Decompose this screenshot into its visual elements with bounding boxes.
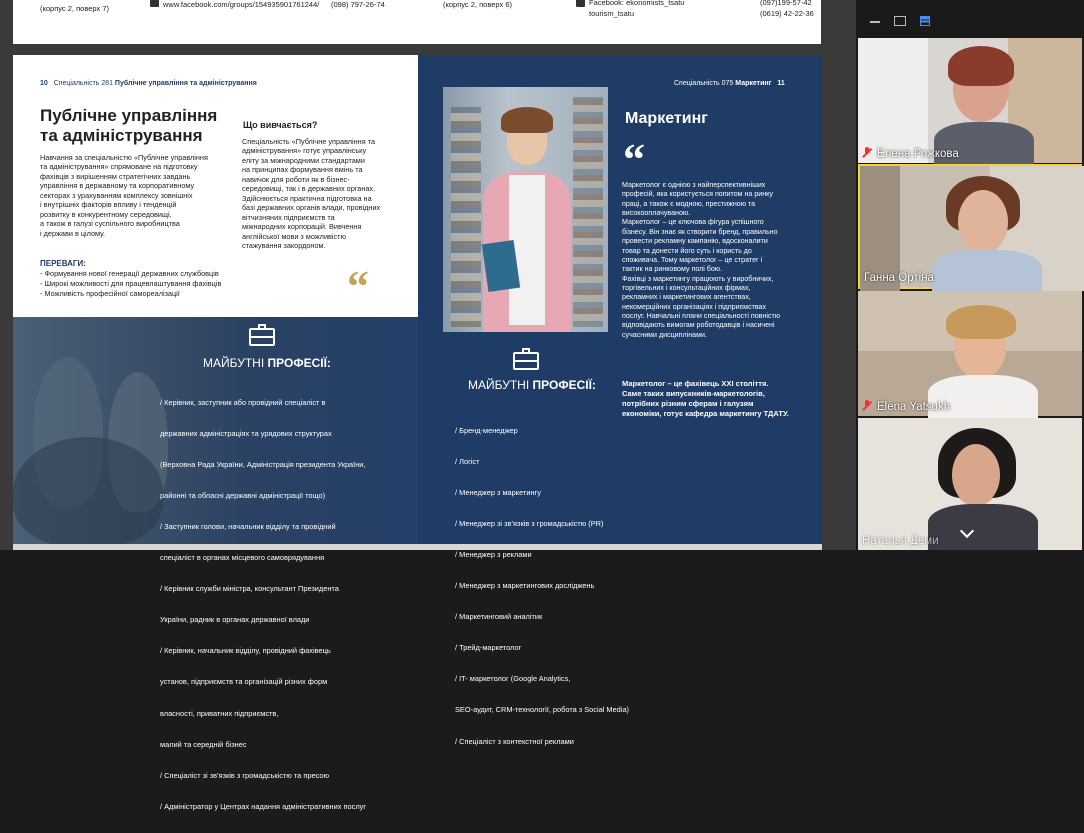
text-line: управління в державному та корпоративному <box>40 181 195 191</box>
facebook-url: www.facebook.com/groups/154935901761244/ <box>163 0 320 9</box>
text-line: Саме таких випускників-маркетологів, <box>622 388 765 398</box>
participant-name <box>862 535 939 547</box>
facebook-icon <box>576 0 585 7</box>
list-item: / Керівник служби міністра, консультант Президента <box>160 584 339 594</box>
text-line: на принципах формування вмінь та <box>242 165 363 175</box>
advantages-heading: ПЕРЕВАГИ: <box>40 259 86 268</box>
briefcase-icon <box>249 328 275 346</box>
list-item: районні та обласні державні адміністрації тощо) <box>160 490 326 500</box>
previous-page-footer <box>13 0 821 44</box>
text-line: вітчизняних підприємств та <box>242 212 335 222</box>
mid-address: (корпус 2, поверх 6) <box>443 0 512 9</box>
name-label: Elena Yatsukh <box>877 401 951 413</box>
heading-prefix: МАЙБУТНІ <box>203 356 268 370</box>
briefcase-icon <box>513 352 539 370</box>
header-title: Публічне управління та адміністрування <box>114 80 257 87</box>
phone-right-2: (0619) 42-22-36 <box>760 9 814 18</box>
list-item: малий та середній бізнес <box>160 739 247 749</box>
marketing-description <box>622 181 780 340</box>
name-label: Ганна Ортіна <box>864 272 934 284</box>
page-header <box>40 80 257 87</box>
text-line: і держави в цілому. <box>40 228 106 238</box>
list-item: SEO-аудит, CRM-технології, робота з Social Media) <box>455 705 630 715</box>
text-line: професій, яка користується попитом на ринку <box>622 190 773 199</box>
participant-name <box>862 400 950 413</box>
person-silhouette <box>13 437 163 547</box>
page-title <box>40 106 217 147</box>
future-professions-heading <box>203 356 331 372</box>
text-line: розвитку в конкурентному середовищі, <box>40 209 172 219</box>
heading-prefix: МАЙБУТНІ <box>468 378 533 392</box>
text-line: провести рекламну кампанію, вдосконалити <box>622 237 768 246</box>
text-line: навичок для роботи як в бізнес- <box>242 174 350 184</box>
header-prefix: Спеціальність 075 <box>674 80 734 87</box>
advantages-list <box>40 269 221 299</box>
participant-name <box>864 272 934 284</box>
list-item: / Спеціаліст зі зв’язків з громадськістю та пресою <box>160 770 329 780</box>
view-toggle-icon[interactable] <box>920 16 930 26</box>
text-line: праці, а також є модною, престижною та <box>622 199 756 208</box>
text-line: базі державних органів влади, провідних <box>242 203 381 213</box>
text-line: секторах з урахуванням комплексу зовнішніх <box>40 190 193 200</box>
left-address: (корпус 2, поверх 7) <box>40 4 109 13</box>
name-label: Елена Рожкова <box>877 148 959 160</box>
text-line: бізнесу. Він знає як створити бренд, правильно <box>622 227 778 236</box>
list-item: / Менеджер з реклами <box>455 550 532 560</box>
text-line: англійської мови з можливістю <box>242 231 346 241</box>
page-number: 11 <box>777 80 785 87</box>
heading-bold: ПРОФЕСІЇ: <box>532 378 596 392</box>
tourism-account: tourism_tsatu <box>589 9 635 18</box>
list-item: / Менеджер зі зв’язків з громадськістю (PR) <box>455 518 604 528</box>
text-line: Здійснюється практична підготовка на <box>242 193 372 203</box>
title-line: Публічне управління <box>40 106 218 125</box>
list-item: спеціаліст в органах місцевого самоврядування <box>160 553 325 563</box>
participant-tile[interactable] <box>858 38 1082 163</box>
text-line: рекламних і маркетингових агентствах, <box>622 293 751 302</box>
text-line: а також в галузі суспільного виробництва <box>40 219 180 229</box>
text-line: товар та донести його суть і користь до <box>622 246 752 255</box>
muted-mic-icon <box>862 147 872 158</box>
list-item: / IT- маркетолог (Google Analytics, <box>455 674 571 684</box>
minimize-icon[interactable] <box>870 21 880 31</box>
list-item: / Спеціаліст з контекстної реклами <box>455 736 574 746</box>
list-item: / Менеджер з маркетингових досліджень <box>455 581 595 591</box>
heading-bold: ПРОФЕСІЇ: <box>267 356 331 370</box>
participant-name <box>862 147 959 160</box>
phone-left: (098) 797-26-74 <box>331 0 385 9</box>
header-prefix: Спеціальність 281 <box>53 80 113 87</box>
phone-right-1: (097)199-57-42 <box>760 0 812 7</box>
list-item: - Формування нової генерації державних службовців <box>40 269 219 278</box>
list-item: / Логіст <box>455 456 480 466</box>
text-line: стажування закордоном. <box>242 241 326 251</box>
professions-list <box>455 405 629 768</box>
text-line: Маркетолог – це фахівець XXI століття. <box>622 379 769 388</box>
participant-tile[interactable] <box>858 291 1082 416</box>
brochure-spread <box>13 55 822 811</box>
book <box>482 240 520 292</box>
gallery-toolbar <box>856 8 1082 32</box>
study-text <box>242 137 380 251</box>
restore-icon[interactable] <box>894 16 906 26</box>
text-line: економіки, готує кафедра маркетингу ТДАТУ. <box>622 408 789 418</box>
text-line: адміністрування» готує управлінську <box>242 146 367 156</box>
text-line: Маркетолог – це ключова фігура успішного <box>622 218 764 227</box>
text-line: відповідають вимогам роботодавців і насичені <box>622 321 775 330</box>
list-item: / Маркетинговий аналітик <box>455 612 543 622</box>
student-photo <box>443 87 608 332</box>
muted-mic-icon <box>862 400 872 411</box>
list-item: установ, підприємств та організацій різних форм <box>160 677 328 687</box>
list-item: - Можливість професійної самореалізації <box>40 288 180 298</box>
text-line: і внутрішніх факторів впливу і тенденцій <box>40 200 177 210</box>
page-public-administration <box>13 55 418 811</box>
text-line: еліту за міжнародними стандартами <box>242 155 365 165</box>
list-item: власності, приватних підприємств, <box>160 708 279 718</box>
text-line: споживача. Тому маркетолог – це стратег і <box>622 255 763 264</box>
quote-icon: “ <box>623 135 645 184</box>
list-item: державних адміністраціях та урядових структурах <box>160 428 332 438</box>
text-line: середовищі, так і в державних органах. <box>242 184 376 194</box>
name-label: Наталья Деми <box>862 535 939 547</box>
list-item: / Менеджер з маркетингу <box>455 487 541 497</box>
text-line: та адміністрування» спрямоване на підготовку <box>40 162 198 172</box>
participant-gallery <box>856 0 1082 550</box>
header-title: Маркетинг <box>735 80 772 87</box>
list-item: / Заступник голови, начальник відділу та провідний <box>160 522 336 532</box>
text-line: потрібних різним сферам і галузям <box>622 398 754 408</box>
page-title: Маркетинг <box>625 110 708 127</box>
list-item: / Трейд-маркетолог <box>455 643 522 653</box>
future-professions-heading <box>468 378 596 394</box>
title-line: та адміністрування <box>40 126 203 146</box>
text-line: послуг. Навчальні плани спеціальності повністю <box>622 312 781 321</box>
list-item: - Широкі можливості для працевлаштування фахівців <box>40 278 222 288</box>
list-item: / Керівник, начальник відділу, провідний фахівець <box>160 646 331 656</box>
list-item: України, радник в органах державної влади <box>160 615 310 625</box>
page-number: 10 <box>40 80 48 87</box>
facebook-icon <box>150 0 159 7</box>
text-line: Навчання за спеціальністю «Публічне управління <box>40 153 208 162</box>
text-line: Фахівці з маркетингу працюють у виробничих, <box>622 274 774 283</box>
list-item: / Адміністратор у Центрах надання адміністративних послуг <box>160 801 367 811</box>
text-line: сучасними дисциплінами. <box>622 330 707 339</box>
list-item: (Верховна Рада України, Адміністрація президента України, <box>160 459 366 469</box>
list-item: / Бренд-менеджер <box>455 425 518 435</box>
list-item: / Керівник, заступник або провідний спеціаліст в <box>160 397 326 407</box>
text-line: Спеціальність «Публічне управління та <box>242 137 376 146</box>
facebook-econ: Facebook: ekonomists_tsatu <box>589 0 685 7</box>
text-line: торгівельних і консультаційних фірмах, <box>622 283 751 292</box>
marketing-highlight <box>622 379 789 419</box>
page-marketing <box>418 55 822 746</box>
text-line: міжнародних корпорацій. Вивчення <box>242 222 362 232</box>
study-heading: Що вивчається? <box>243 120 318 130</box>
text-line: тактик на ринковому полі бою. <box>622 265 723 274</box>
intro-text <box>40 153 208 238</box>
quote-icon: “ <box>347 262 369 311</box>
text-line: Маркетолог є однією з найперспективніших <box>622 181 766 189</box>
text-line: високооплачуваною. <box>622 209 691 218</box>
professions-list <box>160 377 366 833</box>
text-line: некомерційних організаціях і підприємствах <box>622 302 767 311</box>
participant-tile[interactable] <box>858 418 1082 550</box>
text-line: фахівців з вирішенням стратегічних завдань <box>40 171 191 181</box>
participant-tile-active-speaker[interactable] <box>858 164 1082 289</box>
page-header <box>674 80 785 87</box>
next-page-edge <box>13 544 822 550</box>
